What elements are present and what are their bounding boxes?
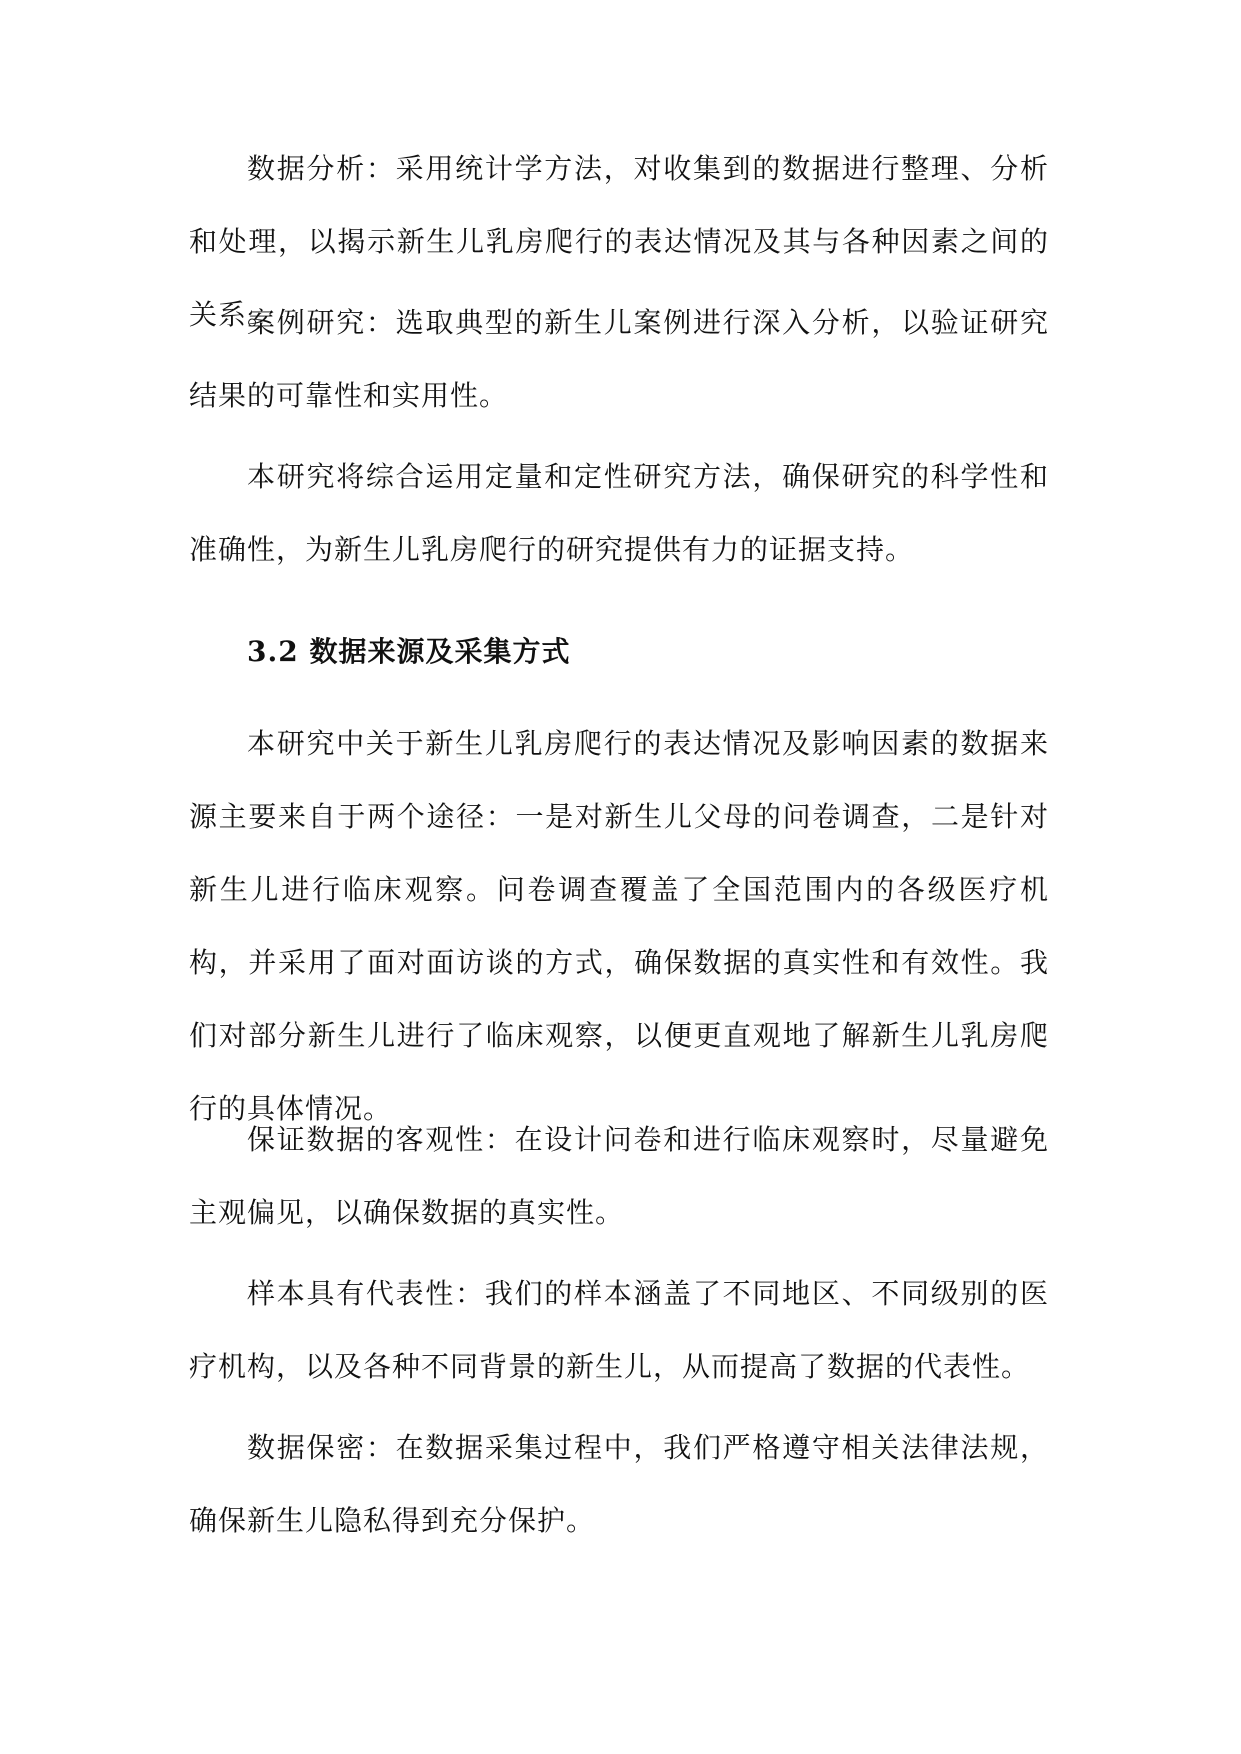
paragraph-representativeness: 样本具有代表性：我们的样本涵盖了不同地区、不同级别的医疗机构，以及各种不同背景的新生儿，从而提高了数据的代表性。	[189, 1277, 1049, 1383]
section-heading: 3.2 数据来源及采集方式	[247, 635, 571, 668]
paragraph-data-analysis: 数据分析：采用统计学方法，对收集到的数据进行整理、分析和处理，以揭示新生儿乳房爬行的表达情况及其与各种因素之间的关系。	[189, 152, 1049, 331]
paragraph-confidentiality: 数据保密：在数据采集过程中，我们严格遵守相关法律法规，确保新生儿隐私得到充分保护。	[189, 1431, 1049, 1537]
paragraph-data-sources: 本研究中关于新生儿乳房爬行的表达情况及影响因素的数据来源主要来自于两个途径：一是对新生儿父母的问卷调查，二是针对新生儿进行临床观察。问卷调查覆盖了全国范围内的各级医疗机构，并采用了面对面访谈的方式，确保数据的真实性和有效性。我们对部分新生儿进行了临床观察，以便更直观地了解新生儿乳房爬行的具体情况。	[189, 727, 1049, 1125]
paragraph-methods-summary: 本研究将综合运用定量和定性研究方法，确保研究的科学性和准确性，为新生儿乳房爬行的研究提供有力的证据支持。	[189, 460, 1049, 566]
paragraph-case-study: 案例研究：选取典型的新生儿案例进行深入分析，以验证研究结果的可靠性和实用性。	[189, 306, 1049, 412]
paragraph-objectivity: 保证数据的客观性：在设计问卷和进行临床观察时，尽量避免主观偏见，以确保数据的真实性。	[189, 1123, 1049, 1229]
